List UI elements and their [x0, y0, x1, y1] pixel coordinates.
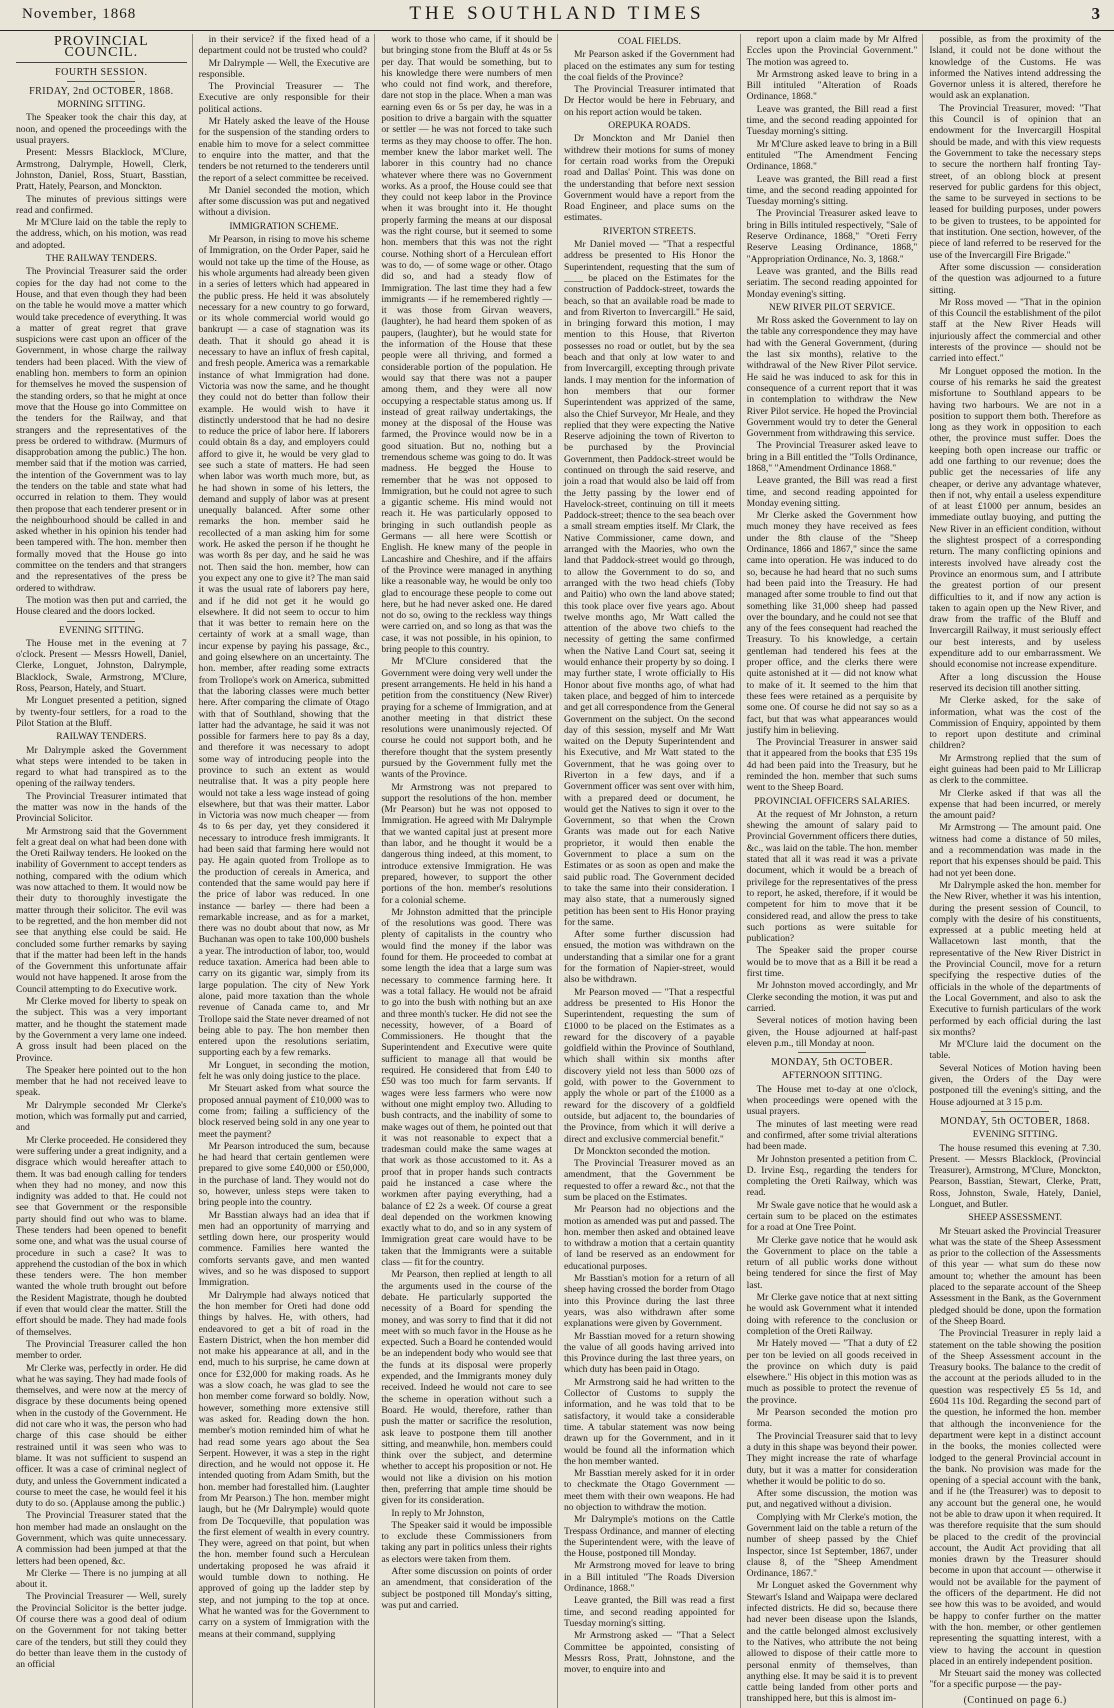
paragraph: Leave was granted, the Bill read a first time, and the second reading appointed for Tuesday morning's sitting. [746, 173, 918, 208]
paragraph: After some discussion on points of order an amendment, that consideration of the subject be postponed till Monday's sitting, was put and carried. [381, 1566, 552, 1611]
column-6 [929, 34, 1106, 1708]
column-1 [16, 34, 193, 1708]
paragraph: Mr Armstrong moved for leave to bring in a Bill intituled "The Roads Diversion Ordinance, 1868." [564, 1560, 735, 1595]
subsection-heading: NEW RIVER PILOT SERVICE. [768, 301, 896, 313]
paragraph: Mr Pearson, in rising to move his scheme of Immigration, on the Order Paper, said he would not take up the time of the House, as his whole arguments had already been given in a series of letters which had appeared in the public press. He held it was absolutely necessary for a new country to go forward, or its whole commercial world would go bankrupt — a case of stagnation was its death. That it should go ahead it is necessary to have an influx of fresh capital, and fresh people. America was a remarkable instance of what Immigration had done. Victoria was now the same, and he thought they could not do better than follow their example. He would wish to have it distinctly understood that he had no desire to reduce the price of labor here. If laborers could obtain 8s a day, and employers could afford to give it, he would be very glad to see such a state of matters. He had seen when labor was worth much more, but, as he had shown in some of his letters, the demand and supply of labor was at present unequally balanced. After some other remarks the hon. member said he recollected of a man asking him for some work. He asked the person if he thought he was worth 8s per day, and he said he was not. Then said the hon. member, how can you expect any one to give it? The man said it was the usual rate of laborers pay here, and if he did not get it he would go elsewhere. It did not seem to occur to him that it was better to remain here on the certainty of work at a small wage, than incur expense by paying his passage, &c., and going elsewhere on an uncertainty. The hon. member, after reading some extracts from Trollope's work on America, submitted that the laboring classes were much better here. After comparing the climate of Otago with that of Southland, showing that the latter had the advantage, he said it was not possible for farmers here to pay 8s a day, and therefore it was necessary to adopt some way of introducing people into the province to such an extent as would neutralise that. It was a pity people here would not take a less wage instead of going elsewhere, but that was their matter. Labor in Victoria was now much cheaper — from 4s to 6s per day, yet they considered it necessary to introduce fresh immigrants. It had been said that farming here would not pay. He again quoted from Trollope as to the production of cereals in America, and contended that the same would pay here if the price of labor was reduced. In one instance — barley — there had been a remarkable increase, and as for a market, there was no doubt about that now, as Mr Buchanan was open to take 100,000 bushels a year. The introduction of labor, too, would reduce taxation. America had been able to carry on its gigantic war, simply from its large population. The city of New York alone, paid more taxation than the whole revenue of Canada came to, and Mr Trollope said the State never dreamed of not being able to pay. The hon member then entered upon the resolutions seriatim, supporting each by a few remarks. [198, 234, 370, 1059]
paragraph: The house resumed this evening at 7.30. Present. — Messrs Blacklock, (Provincial Treasurer), Armstrong, M'Clure, Monckton, Pearson, Basstian, Stewart, Clerke, Pratt, Ross, Johnston, Swale, Hately, Daniel, Longuet, and Butler. [929, 1142, 1101, 1210]
paragraph: work to those who came, if it should be but bringing stone from the Bluff at 4s or 5s per day. That would be something, but to his knowledge there were numbers of men who could not find work, and therefore, dare not stop in the place. When a man was earning even 6s or 5s per day, he was in a position to drive a bargain with the squatter or settler — he was not forced to take such terms as they may choose to offer. The hon. member knew the labor market well. The laborer in this country had no chance whatever where there was no Government works. As a proof, the House could see that they could not keep labor in the Province when it was brought into it. He thought properly farming the means at our disposal was the right course, but it seemed to some hon. members that this was not the right course. Nothing short of a Herculean effort was to do, — of some wage or other. Otago did so, and had a steady flow of Immigration. The last time they had a few immigrants — if he remembered rightly — it was those from Girvan weavers, (laughter), he had heard them spoken of as paupers, (laughter), but he would state for the information of the House that these people were all thriving, and formed a considerable portion of the population. He would say that there was not a pauper among them, and they were all now occupying a respectable status among us. If instead of great railway undertakings, the money at the disposal of the House was farmed, the Province would now be in a good situation. But no, nothing but a tremendous scheme was going to do. It was madness. He begged the House to remember that he was not opposed to Immigration, but he could not agree to such a gigantic scheme. His mind would not reach it. He was particularly opposed to bringing in such outlandish people as Germans — all here were Scottish or English. He knew many of the people in Lancashire and Cheshire, and if the affairs of the Province were managed in anything like a reasonable way, he would be only too glad to encourage these people to come out here, but he had never asked one. He dared not do so, owing to the reckless way things were carried on, and so long as that was the case, it was not possible, in his opinion, to bring people to this country. [381, 34, 552, 656]
paragraph: Mr Pearson seconded the motion pro forma. [746, 1407, 918, 1430]
paragraph: The Provincial Treasurer called the hon member to order. [16, 1338, 187, 1362]
issue-date: November, 1868 [22, 6, 137, 22]
paragraph: Mr Armstrong asked — "That a Select Committee be appointed, consisting of Messrs Ross, Pratt, Johnstone, and the mover, to enquire into and [564, 1630, 735, 1676]
column-3 [381, 34, 558, 1708]
paragraph: Mr Steuart said the money was collected "for a specific purpose — the pay- [929, 1668, 1101, 1691]
sitting-date: MONDAY, 5th OCTOBER, 1868. [940, 1115, 1091, 1127]
subsection-heading: COAL FIELDS. [617, 36, 681, 47]
paragraph: The Provincial Treasurer said that to levy a duty in this shape was beyond their power. They might increase the rate of wharfage duty, but it was a matter for consideration whether it would be politic to do so. [746, 1430, 918, 1487]
paragraph: The Provincial Treasurer in reply laid a statement on the table showing the position of the Sheep Assessment account in the Treasury books. The balance to the credit of the account at the periods alluded to in the question was respectively £5 5s 1d, and £604 11s 10d. Regarding the second part of the question, he informed the hon. member that although the inconvenience for the department were kept in a distinct account in the books, the monies collected were lodged to the general Provincial account in the bank. No provision was made for the opening of a special account with the bank, and if he (the Treasurer) was to deposit to any account but the general one, he would not be able to draw upon it when required. It was therefore requisite that the sum should be placed to the credit of the provincial account, the Audit Act providing that all monies drawn by the Treasurer should become in upon that account — otherwise it would not be available for the payment of the officers of the department. He did not see how this was to be avoided, and would be happy to confer further on the matter with the hon. member, or other gentlemen representing the squatting interest, with a view to having the account in question placed in an entirely independent position. [929, 1328, 1101, 1667]
paragraph: Mr Clerke asked, for the sake of information, what was the cost of the Commission of Enquiry, appointed by them to report upon destitute and criminal children? [929, 695, 1101, 752]
paragraph: Mr Hately moved — "That a duty of £2 per ton be levied on all goods received in the province on which duty is paid elsewhere." His object in this motion was as much as possible to protect the revenue of the province. [746, 1338, 918, 1406]
subsection-heading: IMMIGRATION SCHEME. [229, 220, 339, 232]
subsection-heading: PROVINCIAL OFFICERS SALARIES. [754, 795, 910, 807]
paragraph: in their service? if the fixed head of a department could not be trusted who could? [198, 34, 370, 57]
paragraph: The Provincial Treasurer, moved: "That this Council is of opinion that an endowment for the Invercargill Hospital should be made, and with this view requests the Government to take the necessary steps to secure the northern half fronting Tay-street, of an oblong block at present reserved for public gardens for this object, the same to be surveyed in sections to be leased for building purposes, under powers to be given to trustees, to be appointed for that institution. One section, however, of the piece of land referred to be reserved for the use of the Invercargill Fire Brigade." [929, 102, 1101, 261]
continued-notice: (Continued on page 6.) [963, 1694, 1067, 1706]
paragraph: Mr Basstian moved for a return showing the value of all goods having arrived into this Province during the last three years, on which duty has been paid in Otago. [564, 1330, 735, 1376]
paragraph: Mr Dalrymple asked the hon. member for the New River, whether it was his intention, during the present session of Council, to comply with the desire of his constituents, expressed at a public meeting held at Wallacetown last month, that the representative of the New River District in the Provincial Council, move for a return specifying the respective duties of the officials in the whole of the departments of the Local Government, and also to ask the Executive to furnish particulars of the work performed by each official during the last six months? [929, 879, 1101, 1038]
paragraph: The Provincial Treasurer — Well, surely the Provincial Solicitor is the better judge. Of course there was a good deal of odium on the Government for not taking better care of the tenders, but still they could they do better than leave them in the custody of an official [16, 1591, 187, 1671]
paragraph: Several Notices of Motion having been given, the Orders of the Day were postponed till the evening's sitting, and the House adjourned at 3 15 p.m. [929, 1062, 1101, 1108]
page-number: 3 [1091, 4, 1100, 23]
paragraph: Dr Monckton seconded the motion. [574, 1145, 711, 1157]
sitting-heading: AFTERNOON SITTING. [781, 1070, 883, 1082]
paragraph: Several notices of motion having been given, the House adjourned at half-past eleven p.m., till Monday at noon. [746, 1015, 918, 1049]
paragraph: Mr Basstian merely asked for it in order to checkmate the Otago Government — meet them with their own weapons. He had no objection to withdraw the motion. [564, 1468, 735, 1513]
paragraph: The Provincial Treasurer intimated that the matter was now in the hands of the Provincial Solicitor. [16, 790, 187, 825]
column-4 [564, 34, 741, 1708]
subsection-heading: THE RAILWAY TENDERS. [45, 253, 157, 265]
paragraph: The Provincial Treasurer — The Executive are only responsible for their political actions. [198, 81, 370, 115]
paragraph: The Provincial Treasurer asked leave to bring in a Bill entitled the "Tolls Ordinance, 1868," "Amendment Ordinance 1868." [746, 440, 918, 474]
paragraph: Mr Daniel seconded the motion, which after some discussion was put and negatived without a division. [198, 184, 370, 219]
paragraph: After some discussion, the motion was put, and negatived without a division. [746, 1488, 918, 1511]
paragraph: Mr Pearson moved — "That a respectful address be presented to His Honor the Superintendent, requesting the sum of £1000 to be placed on the Estimates as a reward for the discovery of a payable goldfield within the Province of Southland, which shall within six months after discovery yield not less than 5000 ozs of gold, with power to the Government to apply the whole or part of the £1000 as a reward for the discovery of a goldfield outside, but adjacent to, the boundaries of the Province, from which it will derive a direct and exclusive commercial benefit." [564, 986, 735, 1145]
paragraph: Mr Dalrymple had always noticed that the hon member for Oreti had done odd things by halves. He, with others, had endeavored to get a bit of road in the Eastern District, when the hon member did not make his appearance at all, and in the end, much to his surprise, he came down at once for £32,000 for making roads. As he was a slow coach, he was glad to see the hon member come forward so boldly. Now, however, something more extensive still was asked for. Reading down the hon. member's motion reminded him of what he had read some years ago about the Sea Serpent. However, it was a step in the right direction, and he would not oppose it. He intended quoting from Adam Smith, but the hon. member had forestalled him. (Laughter from Mr Pearson.) The hon. member might laugh, but he (Mr Dalrymple) would quote from De Tocqueville, that population was the first element of wealth in every country. They were, agreed on that point, but when the hon. member found such a Herculean undertaking proposed he was afraid it would tumble down to nothing. He approved of going up the ladder step by step, and not jumping to the top at once. What he wanted was for the Government to carry on a system of Immigration with the means at their command, supplying [198, 1289, 370, 1640]
paragraph: Mr Steuart asked from what source the proposed annual payment of £10,000 was to come from; failing a sufficiency of the block reserved being sold in any one year to meet the payment? [198, 1083, 370, 1140]
paragraph: In reply to Mr Johnston, [391, 1507, 485, 1519]
paragraph: The minutes of previous sittings were read and confirmed. [16, 193, 187, 216]
paragraph: possible, as from the proximity of the Island, it could not be done without the knowledge of the Customs. He was informed the Natives intend addressing the Governor unless it is altered, therefore he would ask an explanation. [929, 34, 1101, 102]
paragraph: Mr Armstrong said he had written to the Collector of Customs to supply the information, and he was told that to be satisfactory, it would take a considerable time. A tabular statement was now being drawn up for the Government, and in it would be found all the information which the hon member wanted. [564, 1376, 735, 1467]
column-2 [199, 34, 376, 1708]
paragraph: Mr Daniel moved — "That a respectful address be presented to His Honor the Superintendent, requesting that the sum of ____ be placed on the Estimates for the construction of Paddock-street, towards the beach, so that an available road be made to and from Riverton to Invercargill." He said, in bringing forward this motion, I may mention to this House, that Riverton possesses no road or outlet, but by the sea beach and that only at low water to and from Invercargill, excepting through private lands. I may mention for the information of hon members that our former Superintendent was apprized of the same, also the Chief Surveyor, Mr Heale, and they replied that they were expecting the Native Reserve adjoining the town of Riverton to be purchased by the Provincial Government, then Paddock-street would be continued on through the said reserve, and join a road that would also be laid off from the Jetty passing by the lower end of Havelock-street, continuing on till it meets Paddock-street; thence to the sea beach over a small stream empties itself. Mr Clark, the Native Commissioner, came down, and arranged with the Maories, who own the land that Paddock-street would go through, to allow the Government to do so, and arranged with the two head chiefs (Toby and Paitio) who own the land above stated; this took place over five years ago. About twelve months ago, Mr Watt called the attention of the above two chiefs to the necessity of getting the same confirmed when the Native Land Court sat, seeing it would enhance their property by so doing. I may further state, I wrote officially to His Honor about five months ago, of what had taken place, and begged of him to intercede and get all correspondence from the General Government on the subject. On the second day of this session, myself and Mr Watt waited on the Deputy Superintendent and his Executive, and Mr Watt stated to the Government, that he was going over to Riverton in a few days, and if a Government officer was sent over with him, with a prepared deed or document, he would get the Natives to sign it over to the Government, so that when the Crown Grants was made out for each Native proprietor, it would then enable the Government to place a sum on the Estimates or as soon as open and make the said public road. The Government decided to take the same into their consideration. I may also state, that a numerously signed petition has been sent to His Honor praying for the same. [564, 239, 735, 928]
paragraph: The minutes of last meeting were read and confirmed, after some trivial alterations had been made. [746, 1118, 918, 1153]
paragraph: Mr Longuet asked the Government why Stewart's Island and Waipapa were declared infected districts. He did so, because there had never been disease upon the Islands, and the cattle belonged almost exclusively to the Natives, who attribute the not being allowed to dispose of their cattle more to personal enmity of themselves, than anything else. It may be said it is to prevent cattle being landed from other ports and transhipped here, but this is almost im- [746, 1580, 918, 1705]
paragraph: Mr Basstian always had an idea that if men had an opportunity of marrying and settling down here, our prosperity would commence. Families here wanted the comforts servants gave, and men wanted wives, and so he was disposed to support Immigration. [198, 1209, 370, 1289]
paragraph: Mr Pearson, then replied at length to all the arguments used in the course of the debate. He particularly supported the necessity of a Board for spending the money, and was sorry to find that it did not meet with so much favor in the House as he expected. Such a Board he contended would be an independent body who would see that the funds at its disposal were properly expended, and the Immigrants money duly received. Indeed he would not care to see the scheme in operation without such a Board. He would, therefore, rather than push the matter or sacrifice the resolution, ask leave to postpone them till another sitting, and meanwhile, hon. members could think over the subject, and determine whether to accept his proposition or not. He would not like a division on his motion then, preferring that ample time should be given for its consideration. [381, 1269, 552, 1507]
paragraph: Mr Clerke asked if that was all the expense that had been incurred, or merely the amount paid? [929, 787, 1101, 822]
paragraph: Mr Armstrong replied that the sum of eight guineas had been paid to Mr Lillicrap as clerk to the committee. [929, 752, 1101, 787]
paragraph: At the request of Mr Johnston, a return shewing the amount of salary paid to Provincial Government officers there duties, &c., was laid on the table. The hon. member stated that all it was read it was a private document, which it would be a breach of privilege for the representatives of the press to report, he asked, therefore, if it would be competent for him to move that it be considered read, and allow the press to take such portions as were suitable for publication? [746, 808, 918, 945]
sitting-heading: MORNING SITTING. [57, 99, 146, 111]
paragraph: The Provincial Treasurer said the order copies for the day had not come to the House, and that even though they had been on the table he would move a matter which would take precedence of everything. It was a matter of great regret that grave suspicions were cast upon an officer of the Government, in whose charge the railway tenders had been placed. With the view of enabling hon. members to form an opinion for themselves he moved the suspension of the standing orders, so that he might at once move that the House go into Committee on the tenders for the Railway, and that strangers and the representatives of the press be ordered to withdraw. (Murmurs of disapprobation among the public.) The hon. member said that if the motion was carried, the intention of the Government was to lay the tenders on the table and state what had occurred in relation to them. They would then propose that each tenderer present or in the neighbourhood should be called in and asked whether in his opinion his tender had been tampered with. The hon. member then formally moved that the House go into committee on the tenders and that strangers and the representatives of the press be ordered to withdraw. [16, 266, 187, 594]
paragraph: Mr Dalrymple's motions on the Cattle Trespass Ordinance, and manner of electing the Superintendent were, with the leave of the House, postponed till Monday. [564, 1514, 735, 1560]
section-title: PROVINCIAL COUNCIL. [16, 36, 187, 63]
paragraph: The Speaker said the proper course would be to move that as a Bill it be read a first time. [746, 945, 918, 980]
column-5 [747, 34, 924, 1708]
paragraph: The Provincial Treasurer in answer said that it appeared from the books that £35 19s 4d had been paid into the Treasury, but he reminded the hon. member that such sums went to the Sheep Board. [746, 737, 918, 794]
paragraph: Mr Clerke — There is no jumping at all about it. [16, 1567, 187, 1591]
divider [798, 1052, 866, 1053]
paragraph: Mr Hately asked the leave of the House for the suspension of the standing orders to enable him to move for a select committee to enquire into the matter, and that the tenders be not returned to the tenderers until the report of a select committee be received. [198, 116, 370, 184]
paragraph: After some further discussion had ensued, the motion was withdrawn on the understanding that a similar one for a grant for the formation of Napier-street, would also be withdrawn. [564, 929, 735, 986]
paragraph: The Provincial Treasurer moved as an amendment, that the Government be requested to offer a reward &c., not that the sum be placed on the Estimates. [564, 1158, 735, 1203]
paragraph: Mr Armstrong was not prepared to support the resolutions of the hon. member (Mr Pearson) but he was not opposed to Immigration. He agreed with Mr Dalrymple that we wanted capital just at present more than labor, and he thought it would be a dangerous thing indeed, at this moment, to introduce extensive Immigration. He was prepared, however, to support the other portions of the hon. member's resolutions for a colonial scheme. [381, 781, 552, 906]
subsection-heading: RIVERTON STREETS. [602, 225, 696, 237]
paragraph: Leave granted, the Bill was read a first time, and second reading appointed for Tuesday morning's sitting. [564, 1595, 735, 1629]
paragraph: Mr M'Clure laid the document on the table. [929, 1039, 1101, 1062]
paragraph: Dr Monckton and Mr Daniel then withdrew their motions for sums of money for certain road works from the Orepuki road and Dallas' Point. This was done on the understanding that before next session Government would have a report from the Road Engineer, and place sums on the estimates. [564, 133, 735, 224]
session-heading: FOURTH SESSION. [55, 66, 148, 78]
paragraph: Mr Armstrong said that the Government felt a great deal on what had been done with the Oreti Railway tenders. He looked on the inability of Government to accept tenders as nothing, compared with the odium which was now attached to them. It would now be their duty to thoroughly investigate the matter through their solicitor. The evil was to be regretted, and the hon member did not see that anything else could be said. He concluded some further remarks by saying that if the matter had been left in the hands of the Government this unfortunate affair would not have happened. It arose from the Council attempting to do Executive work. [16, 825, 187, 995]
paragraph: Leave was granted, and the Bills read seriatim. The second reading appointed for Monday evening's sitting. [746, 265, 918, 300]
paragraph: The House met in the evening at 7 o'clock. Present — Messrs Howell, Daniel, Clerke, Longuet, Johnston, Dalrymple, Blacklock, Swale, Armstrong, M'Clure, Ross, Pearson, Hately, and Stuart. [16, 637, 187, 695]
paragraph: Mr Clerke asked the Government how much money they have received as fees under the 8th clause of the "Sheep Ordinance, 1866 and 1867," since the same came into operation. He was induced to do so, because he had heard that no such sums had been paid into the Treasury. He had managed after some trouble to find out that something like 31,000 sheep had passed over the boundary, and he could not see that any of the fees consequent had reached the Treasury. To his knowledge, a certain gentleman had tendered his fees at the proper office, and the clerks there were quite astonished at it — did not know what to make of it. It seemed to the him that these fees were retained as a perquisite by some one. Of course he did not say so as a fact, but that was what appearances would justify him in believing. [746, 510, 918, 736]
paragraph: Mr Steuart asked the Provincial Treasurer what was the state of the Sheep Assessment as prior to the collection of the Assessments of this year — what sum do these now amount to; whether the amount has been placed to the separate account of the Sheep Assessment in the Bank, as the Government pledged should be done, upon the formation of the Sheep Board. [929, 1225, 1101, 1327]
paragraph: Mr Dalrymple asked the Government what steps were intended to be taken in regard to what had transpired as to the opening of the railway tenders. [16, 744, 187, 790]
paragraph: Mr Johnston admitted that the principle of the resolutions was good. There was plenty of capitalists in the country who would find the money if the labor was found for them. He proceeded to combat at some length the idea that a large sum was necessary to commence farming here. It was a total fallacy. He would not be afraid to go into the bush with nothing but an axe and three month's tucker. He did not see the necessity, however, of a Board of Commissioners. He thought that the Superintendent and Executive were quite sufficient to manage all that would be required. He considered that from £40 to £50 was too much for farm servants. If wages were less farmers who were now without one might employ two. Alluding to bush contracts, and the inability of some to make wages out of them, he pointed out that it was not reasonable to expect that a tradesman could make the same wages at that work as those accustomed to it. As a proof that in proper hands such contracts paid he instanced a case where the workmen after paying everything, had a balance of £2 2s a week. Of course a great deal depended on the workmen knowing exactly what to do, and so in any system of Immigration great care would have to be taken that the Immigrants were a suitable class — fit for the country. [381, 906, 552, 1269]
paragraph: Mr Armstrong — The amount paid. One witness had come a distance of 50 miles, and a recommendation was made in the report that his expenses should be paid. This had not yet been done. [929, 822, 1101, 879]
paragraph: Mr Clerke moved for liberty to speak on the subject. This was a very important matter, and he thought the statement made by the Government a very lame one indeed. A gross insult had been placed on the Province. [16, 996, 187, 1064]
paragraph: Mr Dalrymple seconded Mr Clerke's motion, which was formally put and carried, and [16, 1099, 187, 1134]
paragraph: Mr Swale gave notice that he would ask a certain sum to be placed on the estimates for a road at One Tree Point. [746, 1199, 918, 1234]
paragraph: Leave was granted, the Bill read a first time, and the second reading appointed for Tuesday morning's sitting. [746, 103, 918, 138]
paragraph: Mr Pearson introduced the sum, because he had heard that certain gentlemen were prepared to give some £40,000 or £50,000, in the purchase of land. They would not do so, however, unless steps were taken to bring people into the country. [198, 1140, 370, 1209]
paragraph: The Speaker said it would be impossible to exclude these Commissioners from taking any part in politics unless their rights as electors were taken from them. [381, 1519, 552, 1565]
subsection-heading: SHEEP ASSESSMENT. [968, 1212, 1063, 1224]
paragraph: Mr Ross moved — "That in the opinion of this Council the establishment of the pilot staff at the New River Heads will injuriously affect the commercial and other interests of the province — should not be carried into effect." [929, 296, 1101, 365]
paragraph: Mr Longuet, in seconding the motion, felt he was only doing justice to the place. [198, 1059, 370, 1083]
sitting-date: MONDAY, 5th OCTOBER. [770, 1057, 894, 1069]
paragraph: Mr Dalrymple — Well, the Executive are responsible. [198, 57, 370, 80]
paragraph: Mr Clerke was, perfectly in order. He did what he was saying. They had made fools of themselves, and were now at the mercy of disgrace by these documents being opened when in the custody of the Government. He did not care who it was, the person who had charge of this case should be either restrained until it was seen who was to blame. It was not sufficient to suspend an officer. It was a case of criminal neglect of duty, and unless the Government indicated a course to meet the case, he would feel it his duty to do so. (Applause among the public.) [16, 1362, 187, 1510]
paragraph: The Speaker here pointed out to the hon member that he had not received leave to speak. [16, 1064, 187, 1099]
paragraph: Mr Johnston presented a petition from C. D. Irvine Esq., regarding the tenders for completing the Oreti Railway, which was read. [746, 1153, 918, 1199]
paragraph: Mr Longuet opposed the motion. In the course of his remarks he said the greatest misfortune to Southland appears to be having two harbours. We are not in a position to support them both. Therefore as long as they work in opposition to each other, the province must suffer. Does the keeping both open increase our traffic or add one farthing to our revenue; does the public get the necessaries of life any cheaper, or derive any advantage whatever, then if not, why entail a useless expenditure of at least £1000 per annum, besides an immediate outlay buoying, and putting the New River in an efficient condition, without the slightest prospect of a corresponding return. The many conflicting opinions and interests involved have already cost the Province an enormous sum, and I attribute the greatest portion of our present difficulties to it, and if now any action is taken to again open up the New River, and draw from the traffic of the Bluff and Invercargill Railway, it must seriously effect our best interests, and by useless expenditure add to our embarrassment. We should economise not increase expenditure. [929, 365, 1101, 671]
divider [67, 621, 135, 622]
sitting-date: FRIDAY, 2nd OCTOBER, 1868. [29, 85, 174, 97]
paragraph: Mr Pearson had no objections and the motion as amended was put and passed. The hon. member then asked and obtained leave to withdraw a motion that a certain quantity of land be reserved as an endowment for educational purposes. [564, 1204, 735, 1272]
paragraph: The Provincial Treasurer stated that the hon member had made an onslaught on the Government, which was quite unnecessary. A commission had been jumped at that the letters had been opened, &c. [16, 1510, 187, 1567]
paragraph: Present: Messrs Blacklock, M'Clure, Armstrong, Dalrymple, Howell, Clerk, Johnston, Daniel, Ross, Stuart, Basstian, Pratt, Hately, Pearson, and Monckton. [16, 147, 187, 193]
sitting-heading: EVENING SITTING. [972, 1129, 1058, 1141]
paragraph: Mr M'Clure considered that the Government were doing very well under the present arrangements. He held in his hand a petition from the constituency (New River) praying for a scheme of Immigration, and at another meeting in that district these resolutions were unanimously rejected. Of course he could not support both, and he therefore thought that the system presently pursued by the Government fully met the wants of the Province. [381, 656, 552, 781]
subsection-heading: RAILWAY TENDERS. [56, 731, 147, 743]
paragraph: Mr Longuet presented a petition, signed by twenty-four settlers, for a road to the Pilot Station at the Bluff. [16, 695, 187, 729]
paragraph: The motion was then put and carried, the House cleared and the doors locked. [16, 594, 187, 618]
paragraph: Mr Pearson asked if the Government had placed on the estimates any sum for testing the coal fields of the Province? [564, 49, 735, 83]
article-columns [16, 34, 1106, 1706]
paragraph: Mr Johnston moved accordingly, and Mr Clerke seconding the motion, it was put and carried. [746, 980, 918, 1014]
sitting-heading: EVENING SITTING. [58, 624, 144, 636]
divider [67, 81, 135, 82]
paragraph: Mr M'Clure asked leave to bring in a Bill entituled "The Amendment Fencing Ordinance, 1868." [746, 138, 918, 173]
paragraph: The Speaker took the chair this day, at noon, and opened the proceedings with the usual prayers. [16, 112, 187, 147]
paragraph: The Provincial Treasurer asked leave to bring in Bills intituled respectively, "Sale of Reserve Ordinance, 1868," "Oreti Ferry Reserve Leasing Ordinance, 1868," "Appropriation Ordinance, No. 3, 1868." [746, 208, 918, 265]
paragraph: Mr Clerke gave notice that at next sitting he would ask Government what it intended doing with reference to the conclusion or completion of the Oreti Railway. [746, 1292, 918, 1337]
paragraph: Mr Armstrong asked leave to bring in a Bill intituled "Alteration of Roads Ordinance, 1868." [746, 68, 918, 103]
masthead [0, 0, 1114, 31]
newspaper-title: THE SOUTHLAND TIMES [409, 3, 705, 24]
paragraph: Mr Ross asked the Government to lay on the table any correspondence they may have had with the General Government, (during the last six months), relative to the withdrawal of the New River Pilot service. He said he was induced to ask for this in consequence of a current report that it was in contemplation to withdraw the New River Pilot service. He hoped the Provincial Government would try to deter the General Government from withdrawing this service. [746, 315, 918, 440]
divider [981, 1111, 1050, 1112]
paragraph: Leave granted, the Bill was read a first time, and second reading appointed for Monday evening sitting. [746, 475, 918, 509]
paragraph: Mr Basstian's motion for a return of all sheep having crossed the border from Otago into this Province during the last three years, was also withdrawn after some explanations were given by Government. [564, 1273, 735, 1330]
paragraph: report upon a claim made by Mr Alfred Eccles upon the Provincial Government." The motion was agreed to. [746, 34, 918, 68]
paragraph: The Provincial Treasurer intimated that Dr Hector would be here in February, and on his report action would be taken. [564, 84, 735, 118]
paragraph: Complying with Mr Clerke's motion, the Government laid on the table a return of the number of sheep passed by the Chief Inspector, since 1st September, 1867, under clause 8, of the "Sheep Amendment Ordinance, 1867." [746, 1511, 918, 1580]
paragraph: Mr Clerke proceeded. He considered they were suffering under a great indignity, and a disgrace which would hereafter attach to them. It was bad enough calling for tenders when they had no money, and now this indignity was added to that. He could not see that Government or the responsible party should find out who was to blame. These tenders had been opened to benefit some one, and what was the usual course of procedure in such a case? It was to apprehend the custodian of the box in which these tenders were. The hon member wanted the whole truth brought out before the Resident Magistrate, though he doubted if even that would clear the matter. Still the effort should be made. They had made fools of themselves. [16, 1134, 187, 1338]
paragraph: After some discussion — consideration of the question was adjourned to a future sitting. [929, 261, 1101, 296]
paragraph: Mr M'Clure laid on the table the reply to the address, which, on his motion, was read and adopted. [16, 217, 187, 251]
paragraph: After a long discussion the House reserved its decision till another sitting. [929, 671, 1101, 694]
paragraph: Mr Clerke gave notice that he would ask the Government to place on the table a return of all public works done without being tendered for since the first of May last. [746, 1234, 918, 1291]
subsection-heading: OREPUKA ROADS. [608, 120, 691, 132]
paragraph: The House met to-day at one o'clock, when proceedings were opened with the usual prayers. [746, 1083, 918, 1118]
